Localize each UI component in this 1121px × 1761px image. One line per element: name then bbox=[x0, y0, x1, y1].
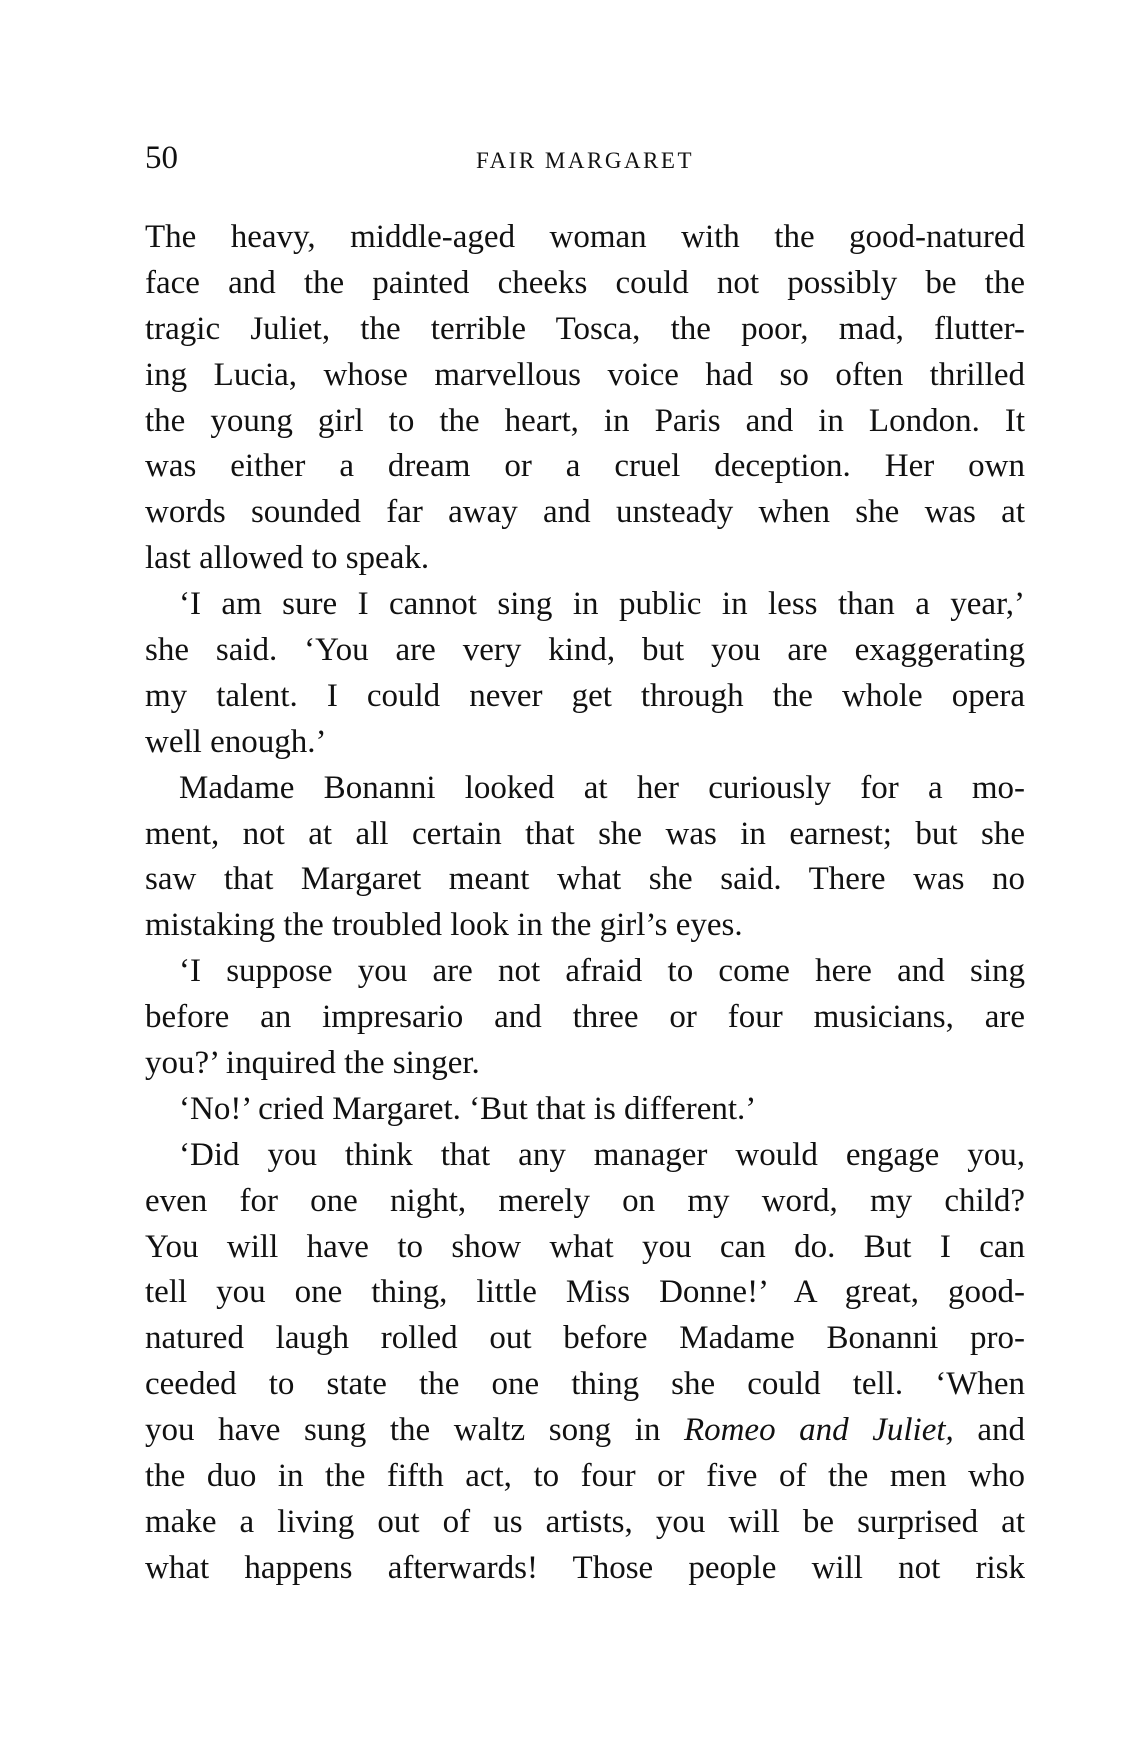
text-line: words sounded far away and unsteady when she was at bbox=[145, 494, 1025, 531]
text-line: You will have to show what you can do. But I can bbox=[145, 1228, 1025, 1265]
line-end: and bbox=[953, 1412, 1026, 1449]
paragraph-6 bbox=[145, 1133, 1025, 1592]
paragraph-4 bbox=[145, 949, 1025, 1087]
text-line: was either a dream or a cruel deception. Her own bbox=[145, 448, 1025, 485]
text-line: The heavy, middle-aged woman with the good-natured bbox=[145, 219, 1025, 255]
text-line-with-title bbox=[145, 1408, 1025, 1454]
page-header bbox=[145, 138, 1025, 178]
text-line: ment, not at all certain that she was in earnest; but she bbox=[145, 815, 1025, 852]
text-line: tragic Juliet, the terrible Tosca, the poor, mad, flutter- bbox=[145, 310, 1025, 347]
text-line: ceeded to state the one thing she could tell. ‘When bbox=[145, 1366, 1025, 1403]
text-line: the young girl to the heart, in Paris and in London. It bbox=[145, 402, 1025, 439]
paragraph-1 bbox=[145, 215, 1025, 582]
text-line: before an impresario and three or four musicians, are bbox=[145, 999, 1025, 1036]
body-text bbox=[145, 215, 1025, 1592]
text-line: tell you one thing, little Miss Donne!’ A great, good- bbox=[145, 1274, 1025, 1311]
text-line: last allowed to speak. bbox=[145, 540, 430, 577]
opera-title: Romeo and Juliet, bbox=[683, 1412, 954, 1449]
page-number: 50 bbox=[145, 140, 178, 176]
text-line: natured laugh rolled out before Madame Bonanni pro- bbox=[145, 1320, 1025, 1357]
text-line: face and the painted cheeks could not possibly be the bbox=[145, 264, 1025, 301]
paragraph-3 bbox=[145, 766, 1025, 950]
text-line: ing Lucia, whose marvellous voice had so often thrilled bbox=[145, 356, 1025, 393]
line-start: you have sung the waltz song in bbox=[145, 1412, 684, 1449]
text-line: make a living out of us artists, you will be surprised at bbox=[145, 1503, 1025, 1540]
paragraph-5 bbox=[145, 1087, 1025, 1133]
paragraph-2 bbox=[145, 582, 1025, 766]
running-title: FAIR MARGARET bbox=[475, 148, 694, 173]
text-line: ‘Did you think that any manager would engage you, bbox=[179, 1136, 1025, 1173]
text-line: she said. ‘You are very kind, but you are exaggerating bbox=[145, 632, 1025, 669]
text-line: what happens afterwards! Those people will not risk bbox=[145, 1549, 1025, 1586]
text-line: you?’ inquired the singer. bbox=[145, 1045, 480, 1082]
text-line: saw that Margaret meant what she said. There was no bbox=[145, 861, 1025, 898]
text-line: ‘No!’ cried Margaret. ‘But that is different.’ bbox=[179, 1090, 757, 1127]
text-line: even for one night, merely on my word, my child? bbox=[145, 1182, 1025, 1219]
text-line: ‘I suppose you are not afraid to come here and sing bbox=[179, 953, 1025, 990]
text-line: Madame Bonanni looked at her curiously for a mo- bbox=[179, 769, 1025, 806]
text-line: well enough.’ bbox=[145, 723, 327, 760]
text-line: ‘I am sure I cannot sing in public in less than a year,’ bbox=[179, 586, 1025, 623]
text-line: the duo in the fifth act, to four or five of the men who bbox=[145, 1458, 1025, 1495]
text-line: my talent. I could never get through the whole opera bbox=[145, 677, 1025, 714]
text-line: mistaking the troubled look in the girl’s eyes. bbox=[145, 907, 743, 944]
